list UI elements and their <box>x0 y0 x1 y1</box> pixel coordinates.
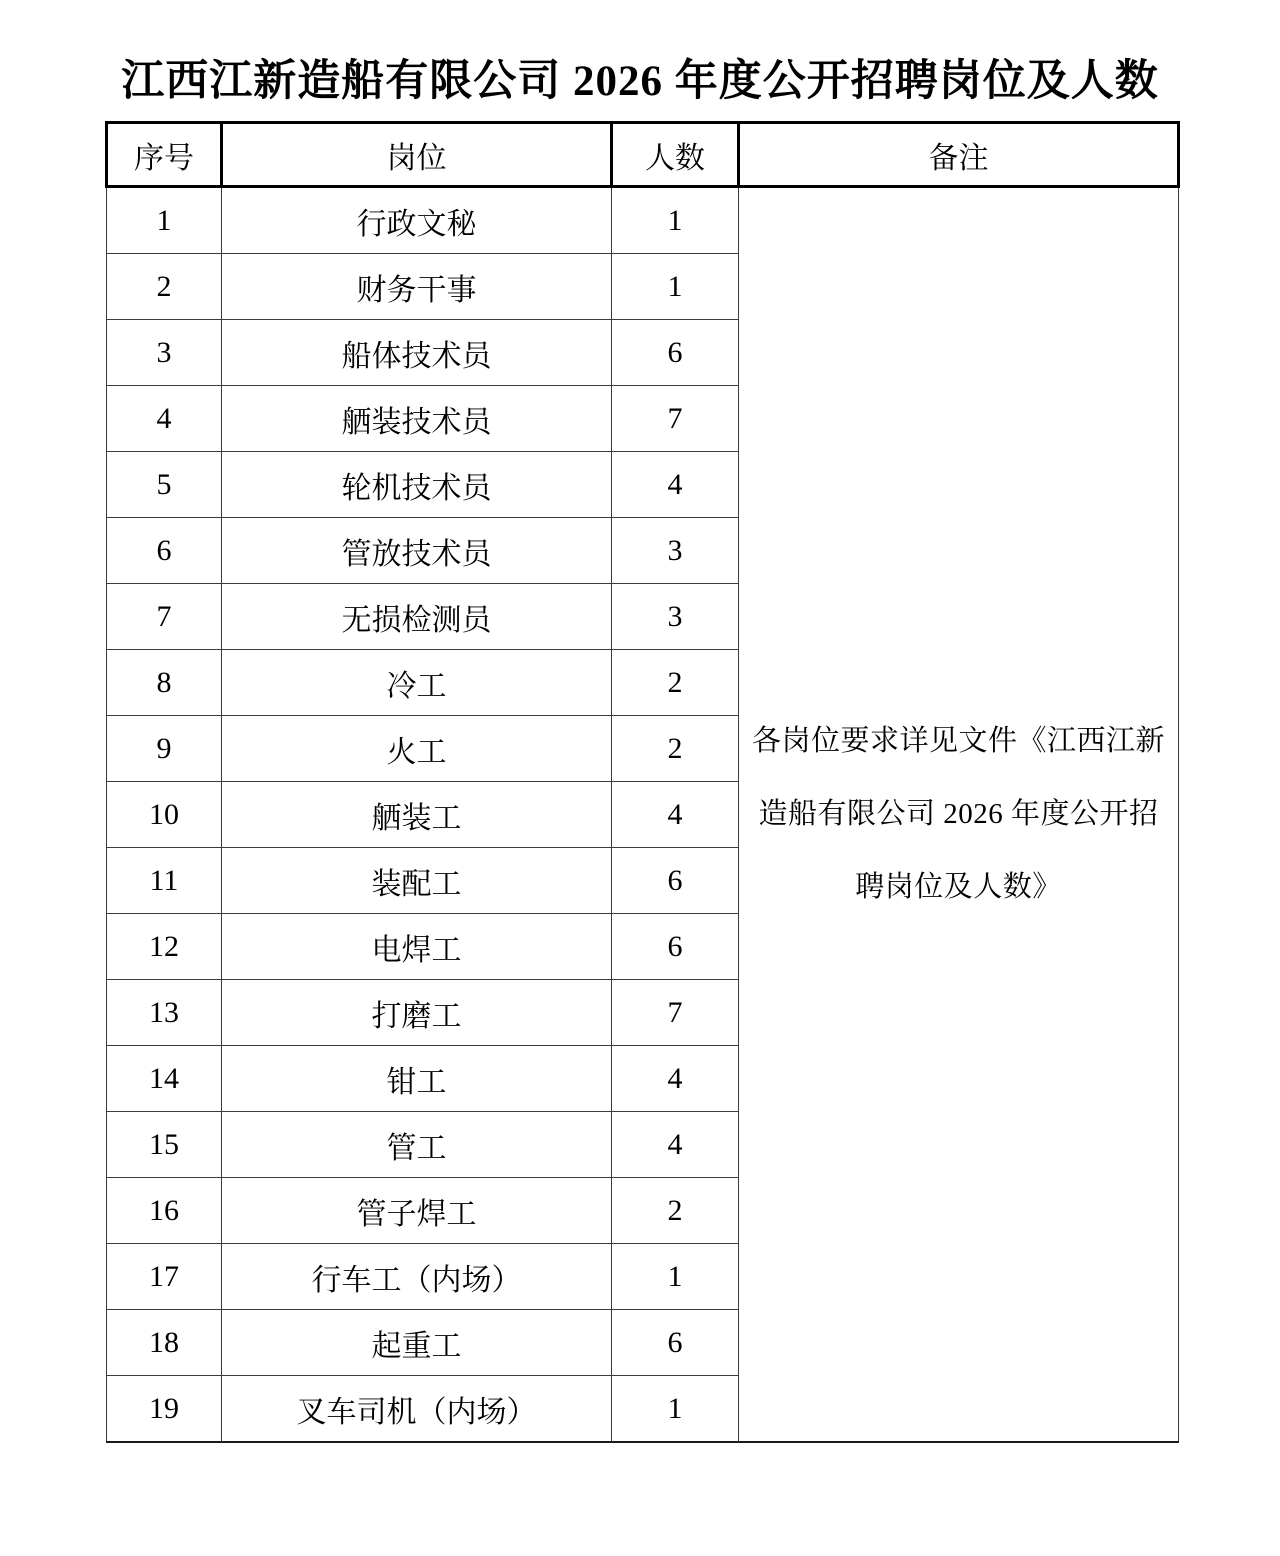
cell-position: 管工 <box>222 1112 612 1178</box>
table-row <box>107 187 1179 254</box>
cell-seq: 7 <box>107 584 222 650</box>
cell-seq: 10 <box>107 782 222 848</box>
cell-position: 火工 <box>222 716 612 782</box>
cell-seq: 8 <box>107 650 222 716</box>
cell-seq: 2 <box>107 254 222 320</box>
cell-position: 船体技术员 <box>222 320 612 386</box>
cell-position: 行政文秘 <box>222 187 612 254</box>
cell-seq: 16 <box>107 1178 222 1244</box>
cell-position: 轮机技术员 <box>222 452 612 518</box>
cell-count: 1 <box>612 1376 739 1443</box>
cell-count: 7 <box>612 386 739 452</box>
cell-position: 行车工（内场） <box>222 1244 612 1310</box>
cell-position: 冷工 <box>222 650 612 716</box>
cell-count: 4 <box>612 1046 739 1112</box>
remark-line: 各岗位要求详见文件《江西江新 <box>751 725 1165 757</box>
cell-position: 钳工 <box>222 1046 612 1112</box>
cell-count: 1 <box>612 254 739 320</box>
cell-position: 装配工 <box>222 848 612 914</box>
remark-line: 造船有限公司 2026 年度公开招 <box>758 798 1159 830</box>
cell-position: 打磨工 <box>222 980 612 1046</box>
cell-count: 1 <box>612 1244 739 1310</box>
cell-count: 2 <box>612 650 739 716</box>
cell-count: 2 <box>612 716 739 782</box>
cell-seq: 14 <box>107 1046 222 1112</box>
cell-seq: 5 <box>107 452 222 518</box>
cell-seq: 4 <box>107 386 222 452</box>
cell-seq: 6 <box>107 518 222 584</box>
header-seq: 序号 <box>107 123 222 187</box>
cell-count: 3 <box>612 584 739 650</box>
page-title: 江西江新造船有限公司 2026 年度公开招聘岗位及人数 <box>121 58 1159 105</box>
cell-seq: 3 <box>107 320 222 386</box>
cell-position: 起重工 <box>222 1310 612 1376</box>
remark-line: 聘岗位及人数》 <box>855 871 1062 903</box>
cell-count: 1 <box>612 187 739 254</box>
cell-seq: 11 <box>107 848 222 914</box>
cell-count: 6 <box>612 1310 739 1376</box>
cell-position: 无损检测员 <box>222 584 612 650</box>
cell-count: 7 <box>612 980 739 1046</box>
cell-seq: 18 <box>107 1310 222 1376</box>
cell-count: 6 <box>612 914 739 980</box>
cell-position: 叉车司机（内场） <box>222 1376 612 1443</box>
cell-position: 舾装技术员 <box>222 386 612 452</box>
cell-seq: 12 <box>107 914 222 980</box>
header-remark: 备注 <box>739 123 1179 187</box>
cell-seq: 15 <box>107 1112 222 1178</box>
cell-position: 财务干事 <box>222 254 612 320</box>
cell-position: 舾装工 <box>222 782 612 848</box>
header-position: 岗位 <box>222 123 612 187</box>
cell-count: 4 <box>612 1112 739 1178</box>
cell-count: 2 <box>612 1178 739 1244</box>
cell-count: 4 <box>612 452 739 518</box>
recruitment-table <box>105 121 1180 1443</box>
header-count: 人数 <box>612 123 739 187</box>
cell-count: 4 <box>612 782 739 848</box>
cell-position: 管放技术员 <box>222 518 612 584</box>
table-header-row <box>107 123 1179 187</box>
cell-seq: 19 <box>107 1376 222 1443</box>
cell-position: 管子焊工 <box>222 1178 612 1244</box>
cell-count: 6 <box>612 848 739 914</box>
cell-seq: 17 <box>107 1244 222 1310</box>
cell-count: 3 <box>612 518 739 584</box>
cell-seq: 13 <box>107 980 222 1046</box>
cell-seq: 9 <box>107 716 222 782</box>
remark-cell <box>739 187 1179 1443</box>
cell-seq: 1 <box>107 187 222 254</box>
cell-position: 电焊工 <box>222 914 612 980</box>
cell-count: 6 <box>612 320 739 386</box>
